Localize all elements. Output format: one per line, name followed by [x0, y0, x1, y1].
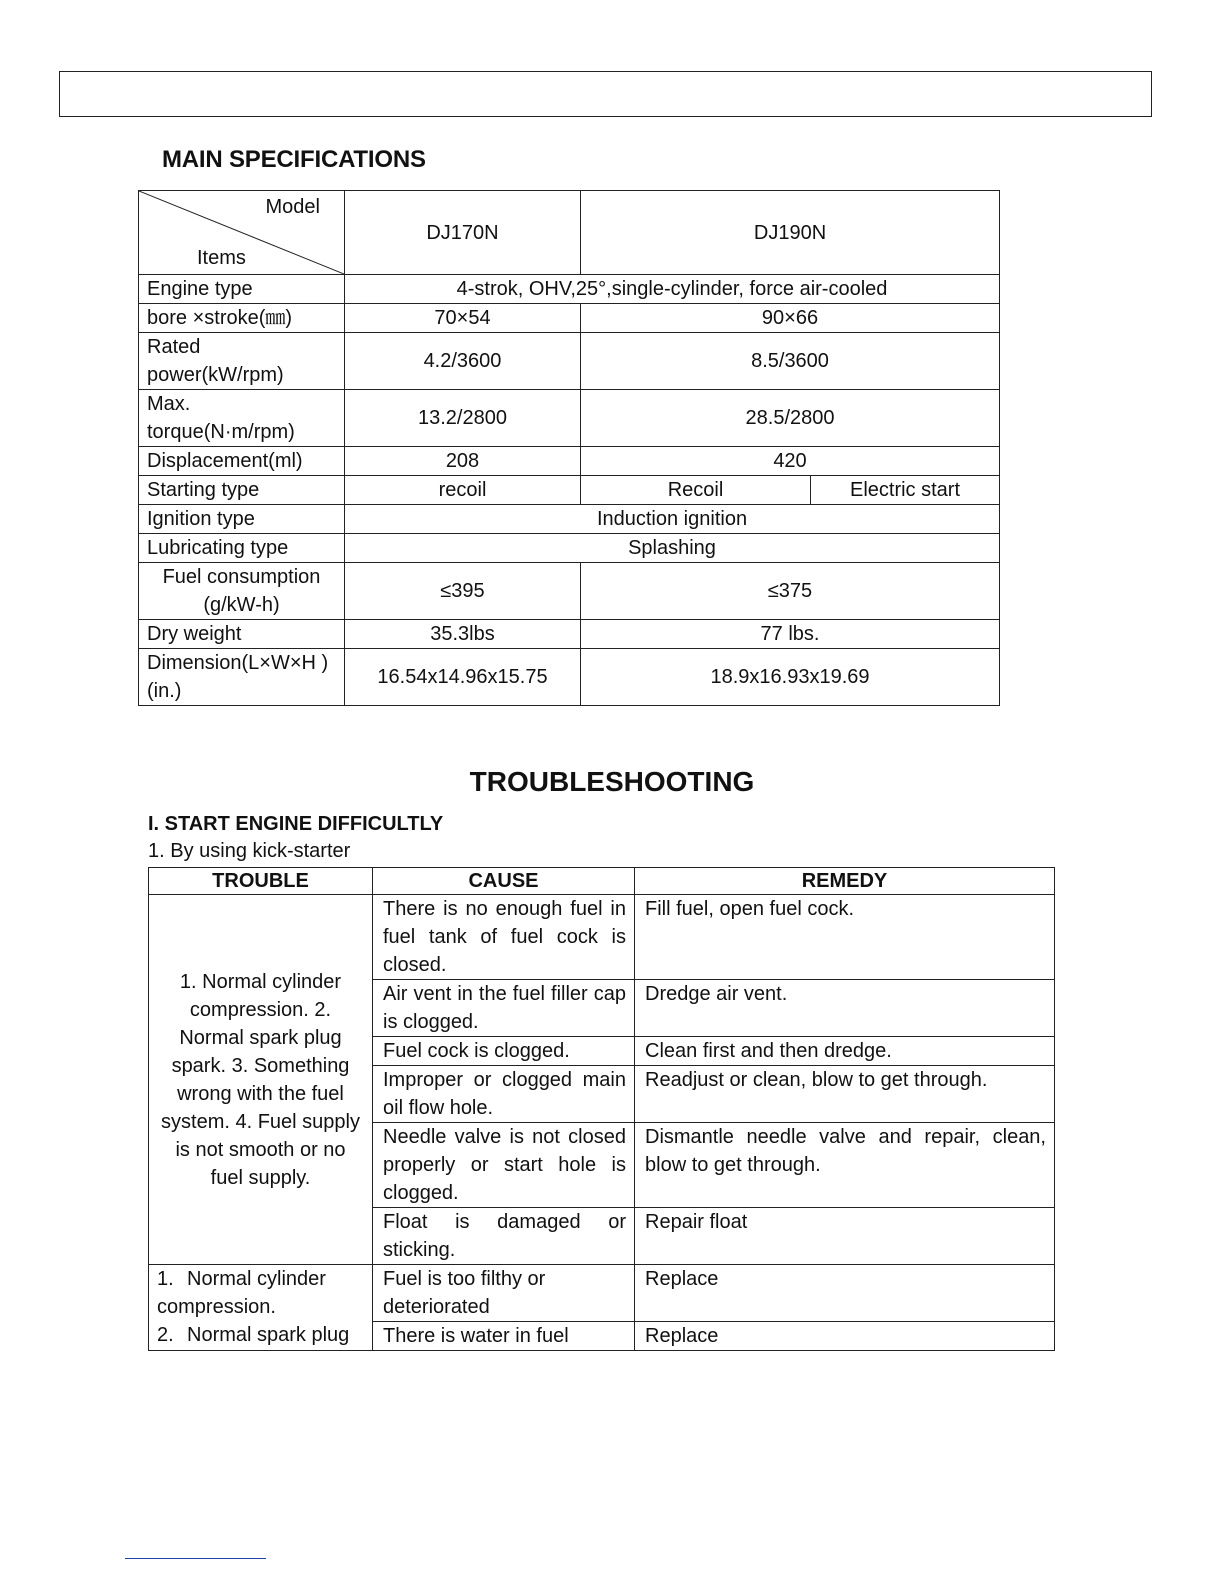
dj190n-value: 18.9x16.93x19.69 — [581, 649, 1000, 706]
model-dj190n-header: DJ190N — [581, 191, 1000, 275]
row-label: Lubricating type — [139, 534, 345, 563]
model-items-header-cell — [139, 191, 345, 275]
remedy-cell: Readjust or clean, blow to get through. — [635, 1066, 1055, 1123]
cause-cell: Float is damaged or sticking. — [373, 1208, 635, 1265]
list-item-text: Normal cylinder compression. — [157, 1268, 326, 1318]
trouble-group-2-list — [149, 1265, 372, 1349]
spec-header-row — [139, 191, 1000, 275]
dj190n-value: ≤375 — [581, 563, 1000, 620]
dj170n-value: 70×54 — [345, 304, 581, 333]
spec-row-fuel-consumption — [139, 563, 1000, 620]
troubleshooting-table — [148, 867, 1055, 1351]
remedy-cell: Dismantle needle valve and repair, clean, blow to get through. — [635, 1123, 1055, 1208]
dj170n-value: ≤395 — [345, 563, 581, 620]
row-label: Engine type — [139, 275, 345, 304]
cause-cell: Air vent in the fuel filler cap is clogged. — [373, 980, 635, 1037]
list-item-number: 1. — [157, 1268, 174, 1290]
remedy-cell: Replace — [635, 1322, 1055, 1351]
page-header-box — [59, 71, 1152, 117]
row-label: Dimension(L×W×H )(in.) — [139, 649, 345, 706]
cause-header: CAUSE — [373, 868, 635, 895]
specifications-table — [138, 190, 1000, 706]
row-label: Rated power(kW/rpm) — [139, 333, 345, 390]
list-item — [157, 1265, 372, 1321]
remedy-header: REMEDY — [635, 868, 1055, 895]
dj190n-value: 8.5/3600 — [581, 333, 1000, 390]
spec-row-ignition-type — [139, 505, 1000, 534]
dj190n-value: 77 lbs. — [581, 620, 1000, 649]
cause-cell: Improper or clogged main oil flow hole. — [373, 1066, 635, 1123]
remedy-cell: Replace — [635, 1265, 1055, 1322]
model-label: Model — [265, 196, 320, 218]
spec-row-dry-weight — [139, 620, 1000, 649]
trouble-header: TROUBLE — [149, 868, 373, 895]
list-item — [157, 1321, 372, 1349]
row-value: Splashing — [345, 534, 1000, 563]
spec-row-displacement — [139, 447, 1000, 476]
troubleshooting-header-row — [149, 868, 1055, 895]
dj190n-electric-value: Electric start — [811, 476, 1000, 505]
dj170n-value: recoil — [345, 476, 581, 505]
dj190n-value: 90×66 — [581, 304, 1000, 333]
list-item-number: 2. — [157, 1324, 174, 1346]
table-row — [149, 895, 1055, 980]
section-heading: I. START ENGINE DIFFICULTLY — [148, 813, 444, 835]
cause-cell: Fuel is too filthy or deteriorated — [373, 1265, 635, 1322]
row-value: Induction ignition — [345, 505, 1000, 534]
dj190n-value: 420 — [581, 447, 1000, 476]
remedy-cell: Dredge air vent. — [635, 980, 1055, 1037]
dj170n-value: 4.2/3600 — [345, 333, 581, 390]
spec-row-engine-type — [139, 275, 1000, 304]
trouble-group-2 — [149, 1265, 373, 1351]
row-label: Dry weight — [139, 620, 345, 649]
row-label: Starting type — [139, 476, 345, 505]
cause-cell: There is water in fuel — [373, 1322, 635, 1351]
dj170n-value: 16.54x14.96x15.75 — [345, 649, 581, 706]
troubleshooting-title: TROUBLESHOOTING — [469, 766, 755, 797]
row-label: bore ×stroke(㎜) — [139, 304, 345, 333]
row-label: Displacement(ml) — [139, 447, 345, 476]
spec-row-dimension — [139, 649, 1000, 706]
remedy-cell: Repair float — [635, 1208, 1055, 1265]
footer-rule — [125, 1558, 266, 1559]
dj190n-recoil-value: Recoil — [581, 476, 811, 505]
remedy-cell: Clean first and then dredge. — [635, 1037, 1055, 1066]
dj170n-value: 208 — [345, 447, 581, 476]
spec-row-max-torque — [139, 390, 1000, 447]
cause-cell: Fuel cock is clogged. — [373, 1037, 635, 1066]
subsection-heading: 1. By using kick-starter — [148, 840, 351, 862]
model-dj170n-header: DJ170N — [345, 191, 581, 275]
row-label: Fuel consumption (g/kW-h) — [139, 563, 345, 620]
row-label: Max. torque(N·m/rpm) — [139, 390, 345, 447]
spec-row-bore-stroke — [139, 304, 1000, 333]
dj170n-value: 35.3lbs — [345, 620, 581, 649]
items-label: Items — [197, 247, 246, 269]
spec-row-rated-power — [139, 333, 1000, 390]
table-row — [149, 1265, 1055, 1322]
row-value: 4-strok, OHV,25°,single-cylinder, force air-cooled — [345, 275, 1000, 304]
spec-row-starting-type — [139, 476, 1000, 505]
dj170n-value: 13.2/2800 — [345, 390, 581, 447]
main-specifications-title: MAIN SPECIFICATIONS — [162, 146, 426, 173]
dj190n-value: 28.5/2800 — [581, 390, 1000, 447]
cause-cell: There is no enough fuel in fuel tank of fuel cock is closed. — [373, 895, 635, 980]
spec-row-lubricating-type — [139, 534, 1000, 563]
cause-cell: Needle valve is not closed properly or start hole is clogged. — [373, 1123, 635, 1208]
list-item-text: Normal spark plug — [187, 1324, 350, 1346]
remedy-cell: Fill fuel, open fuel cock. — [635, 895, 1055, 980]
row-label: Ignition type — [139, 505, 345, 534]
trouble-group-1: 1. Normal cylinder compression. 2. Normal spark plug spark. 3. Something wrong with the fuel system. 4. Fuel supply is not smooth or no fuel supply. — [149, 895, 373, 1265]
